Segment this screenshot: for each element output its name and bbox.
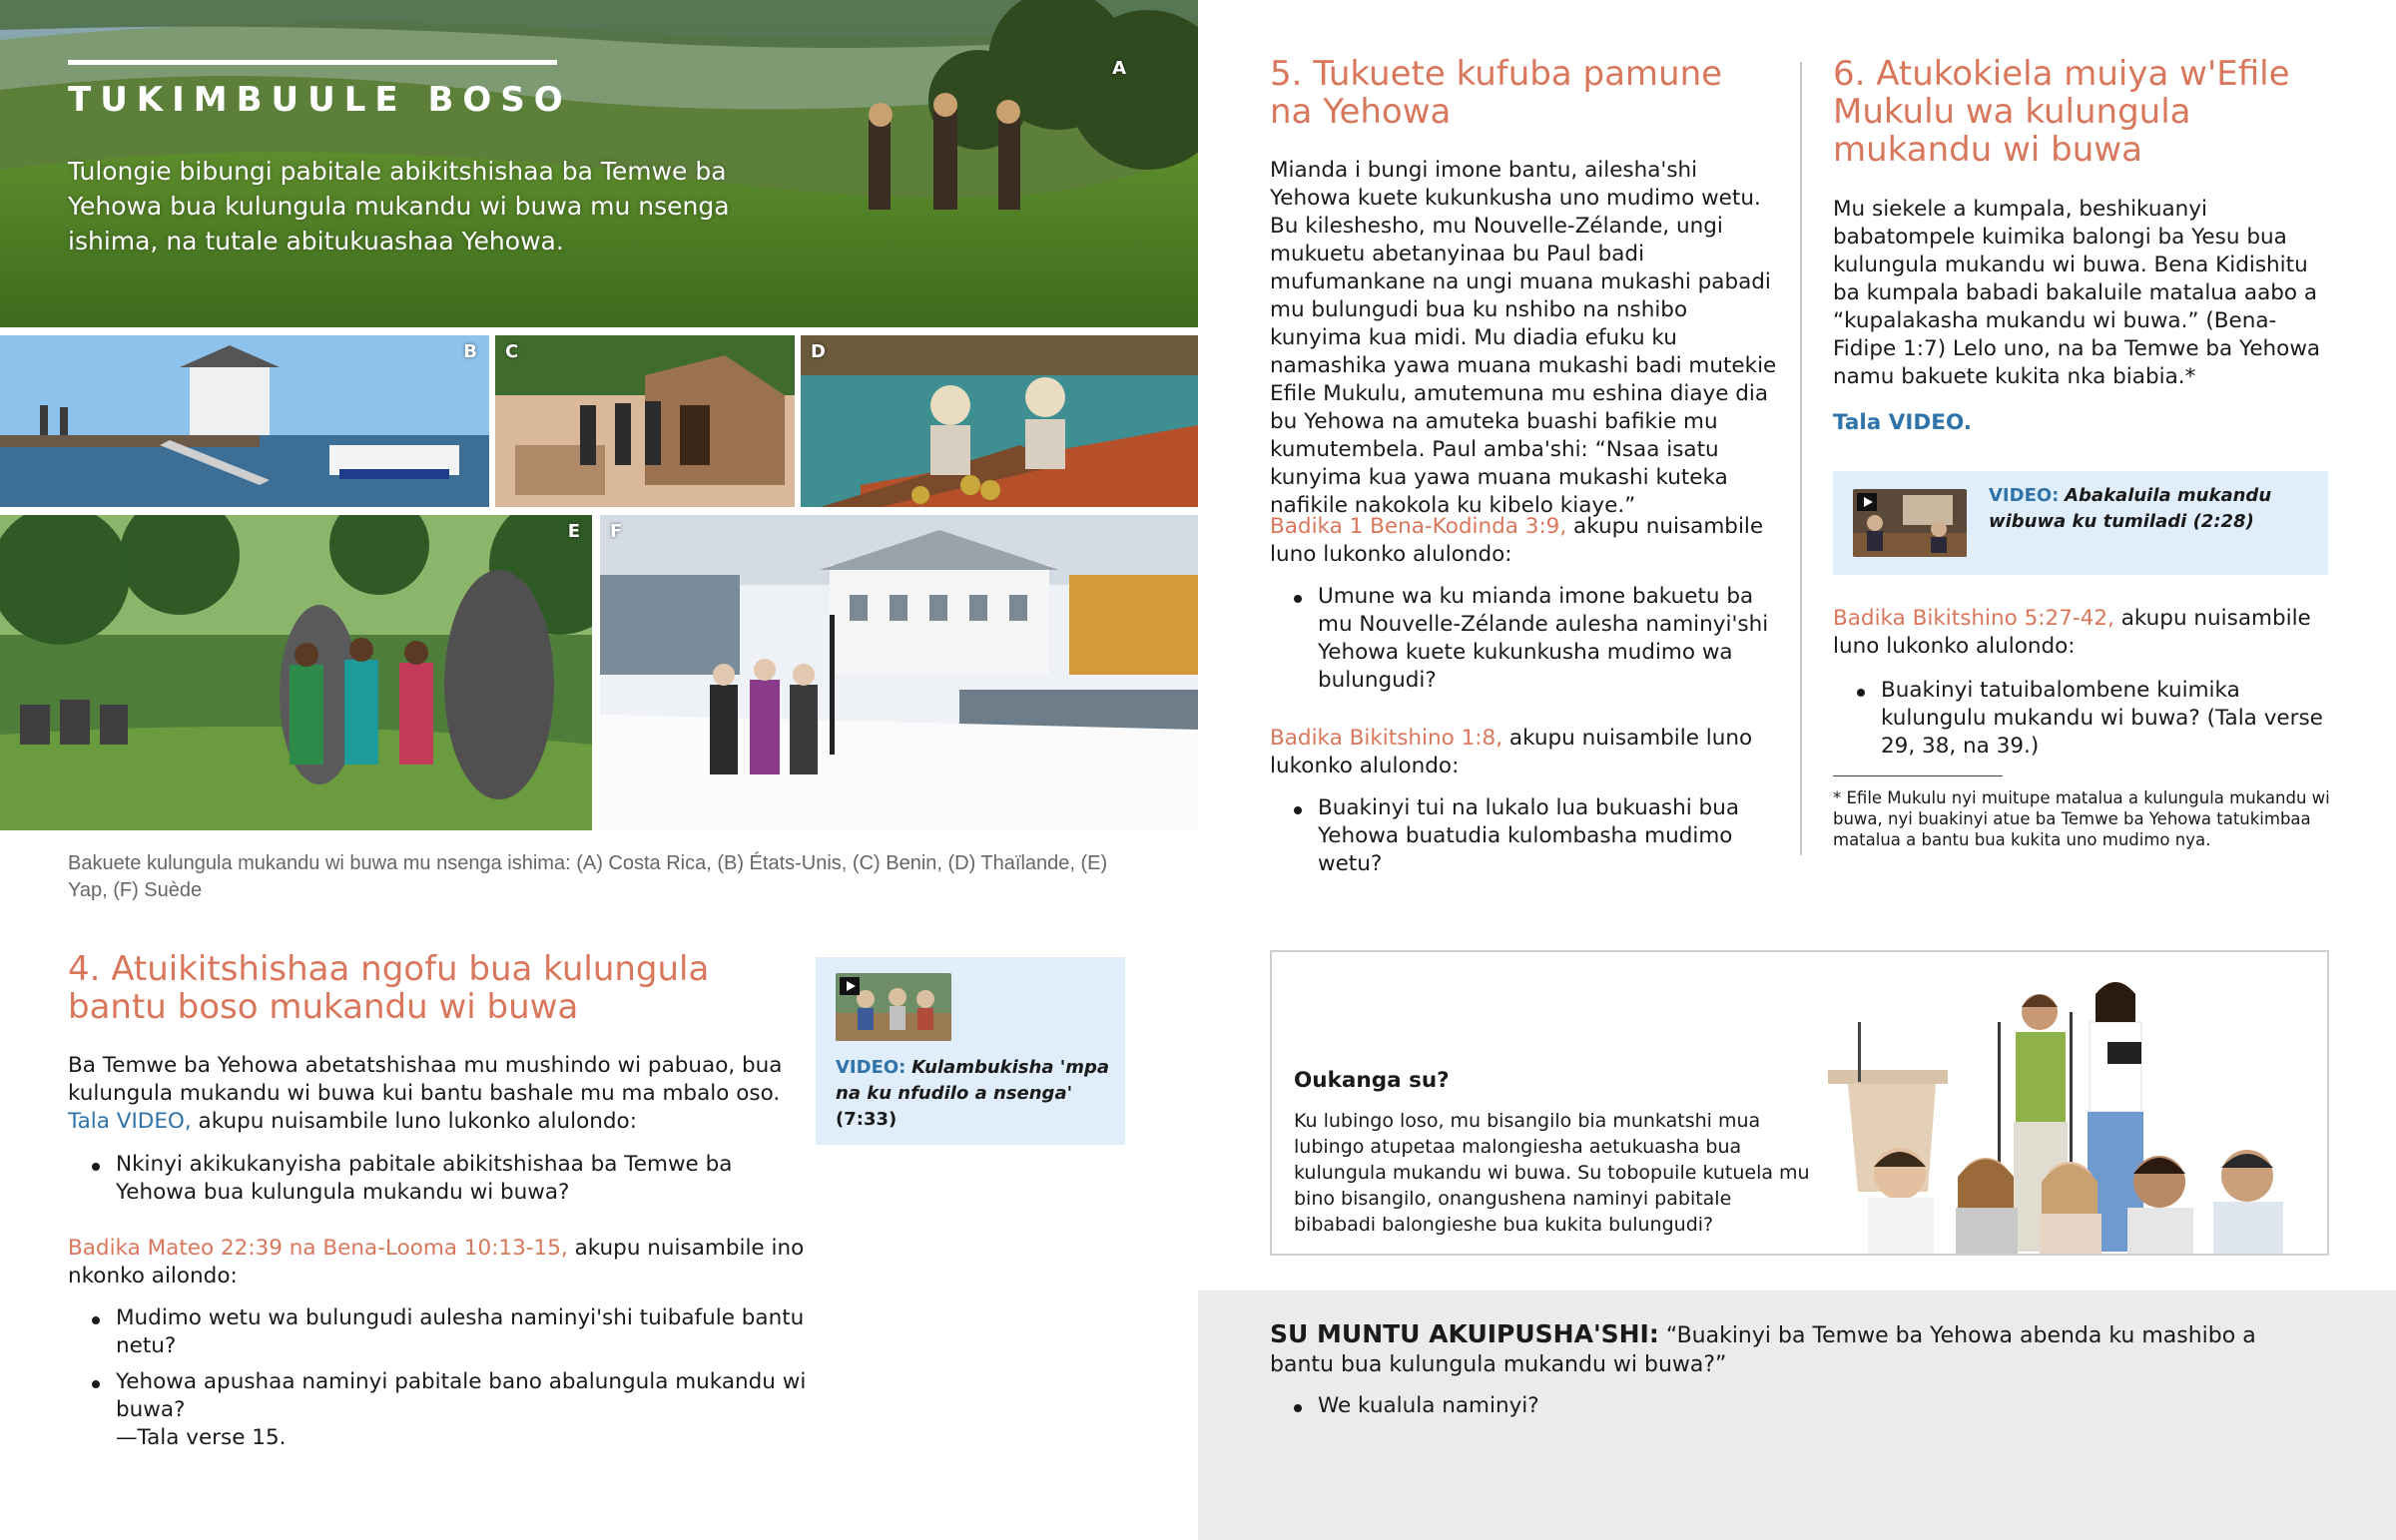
oukanga-box: [1270, 950, 2329, 1256]
scripture-reference[interactable]: Badika Bikitshino 5:27-42,: [1833, 606, 2114, 631]
bullet-icon: [1857, 689, 1865, 697]
section-4-text: Ba Temwe ba Yehowa abetatshishaa mu mushindo wi pabuao, bua kulungula mukandu wi buwa kui bantu bashale mu ma mbalo oso.: [68, 1053, 783, 1106]
section-4-text-tail: akupu nuisambile luno lukonko alulondo:: [198, 1109, 637, 1134]
video-label-section-4: VIDEO: Kulambukisha 'mpa na ku nfudilo a nsenga' (7:33): [836, 1057, 1110, 1130]
photo-letter-b: B: [463, 341, 477, 362]
question-item: Buakinyi tatuibalombene kuimika kulungulu mukandu wi buwa? (Tala verse 29, 38, na 39.): [1833, 677, 2332, 761]
section-5-reading-1: Badika 1 Bena-Kodinda 3:9, akupu nuisambile luno lukonko alulondo:: [1270, 514, 1764, 567]
scripture-reference[interactable]: Badika Mateo 22:39 na Bena-Looma 10:13-15,: [68, 1236, 568, 1261]
photo-caption: Bakuete kulungula mukandu wi buwa mu nsenga ishima: (A) Costa Rica, (B) États-Unis, (C) Benin, (D) Thaïlande, (E) Yap, (F) Suède: [68, 852, 1108, 901]
section-6-video-link[interactable]: Tala VIDEO.: [1833, 410, 1972, 435]
video-label-section-6: VIDEO: Abakaluila mukandu wibuwa ku tumiladi (2:28): [1989, 485, 2272, 532]
section-6-title: 6. Atukokiela muiya w'Efile Mukulu wa kulungula mukandu wi buwa: [1833, 54, 2290, 170]
section-6-questions: [1833, 677, 2332, 769]
photo-letter-e: E: [567, 521, 580, 542]
oukanga-text: Ku lubingo loso, mu bisangilo bia munkatshi mua lubingo atupetaa malongiesha aetukuasha bua kulungula mukandu wi buwa. Su tobopuile kutuela mu bino bisangilo, onangushena naminyi pabitale bibabadi balongieshe bua kukita bulungudi?: [1294, 1110, 1810, 1236]
section-5-title: 5. Tukuete kufuba pamune na Yehowa: [1270, 54, 1723, 132]
column-divider: [1800, 62, 1802, 855]
section-5-questions-a: [1270, 583, 1769, 703]
video-duration: (7:33): [836, 1109, 898, 1130]
section-4-video-link[interactable]: Tala VIDEO,: [68, 1109, 192, 1134]
video-box-section-6[interactable]: [1833, 471, 2328, 575]
hero-intro: Tulongie bibungi pabitale abikitshishaa ba Temwe ba Yehowa bua kulungula mukandu wi buwa mu nsenga ishima, na tutale abitukuashaa Yehowa.: [68, 157, 730, 256]
scripture-reference[interactable]: Badika 1 Bena-Kodinda 3:9,: [1270, 514, 1567, 539]
scripture-reference[interactable]: Badika Bikitshino 1:8,: [1270, 726, 1503, 751]
hero-title: TUKIMBUULE BOSO: [68, 80, 572, 120]
section-5-paragraph: Mianda i bungi imone bantu, ailesha'shi Yehowa kuete kukunkusha uno mudimo wetu. Bu kileshesho, mu Nouvelle-Zélande, ungi mukuetu abetanyinaa bu Paul badi mufumankane na ungi muana mukashi pabadi mu bulungudi bua ku nshibo na nshibo kunyima kua midi. Mu diadia efuku ku namashika yawa muana mukashi badi mutekie Efile Mukulu, amutemuna mu eshina diaye dia bu Yehowa na amuteka buashi bafikie mu kumutembela. Paul amba'shi: “Nsaa isatu kunyima kua yawa muana mukashi kuteka nafikile nakokola ku kibelo kiaye.”: [1270, 158, 1777, 518]
photo-letter-f: F: [610, 521, 623, 542]
question-item: We kualula naminyi?: [1270, 1392, 2069, 1420]
photo-letter-c: C: [505, 341, 519, 362]
video-thumbnail[interactable]: [1853, 489, 1967, 557]
section-4-paragraph: [68, 1052, 787, 1136]
play-icon[interactable]: [840, 977, 860, 995]
footer-question: [1270, 1319, 2318, 1379]
bullet-icon: [92, 1316, 100, 1324]
hero-rule: [68, 60, 557, 65]
question-item: Buakinyi tui na lukalo lua bukuashi bua Yehowa buatudia kulombasha mudimo wetu?: [1270, 794, 1769, 878]
bullet-icon: [92, 1163, 100, 1171]
oukanga-title: Oukanga su?: [1294, 1068, 1450, 1093]
section-4-questions-b: [68, 1304, 867, 1452]
video-title: Abakaluila mukandu wibuwa ku tumiladi (2:28): [1989, 485, 2272, 532]
section-4-title: 4. Atuikitshishaa ngofu bua kulungula bantu boso mukandu wi buwa: [68, 949, 710, 1027]
section-5-questions-b: [1270, 794, 1769, 886]
bullet-icon: [92, 1380, 100, 1388]
section-4-questions-a: [68, 1151, 807, 1215]
photo-benin: [495, 335, 795, 507]
photo-suede: [600, 515, 1198, 830]
section-6-reading: Badika Bikitshino 5:27-42, akupu nuisambile luno lukonko alulondo:: [1833, 606, 2311, 659]
footer-heading: SU MUNTU AKUIPUSHA'SHI:: [1270, 1319, 1659, 1348]
section-6-paragraph: Mu siekele a kumpala, beshikuanyi babatompele kuimika balongi ba Yesu bua kulungula mukandu wi buwa. Bena Kidishitu ba kumpala babadi bakaluile matalua aabo a “kupalakasha mukandu wi buwa.” (Bena-Fidipe 1:7) Lelo uno, na ba Temwe ba Yehowa namu bakuete kukita nka biabia.*: [1833, 197, 2321, 389]
footnote-rule: [1833, 775, 2003, 776]
photo-etats-unis: [0, 335, 489, 507]
footer-answer-list: [1270, 1392, 2069, 1428]
bullet-icon: [1294, 806, 1302, 814]
section-5-reading-2: Badika Bikitshino 1:8, akupu nuisambile luno lukonko alulondo:: [1270, 726, 1753, 778]
play-icon[interactable]: [1857, 493, 1877, 511]
bullet-icon: [1294, 1404, 1302, 1412]
footnote: * Efile Mukulu nyi muitupe matalua a kulungula mukandu wi buwa, nyi buakinyi atue ba Temwe ba Yehowa tatukimbaa matalua a bantu bua kukita uno mudimo nya.: [1833, 788, 2330, 849]
photo-thailande: [801, 335, 1198, 507]
bullet-icon: [1294, 595, 1302, 603]
meeting-illustration: [1808, 952, 2327, 1254]
question-item: Yehowa apushaa naminyi pabitale bano abalungula mukandu wi buwa? —Tala verse 15.: [68, 1368, 867, 1452]
section-4-reading: Badika Mateo 22:39 na Bena-Looma 10:13-15, akupu nuisambile ino nkonko ailondo:: [68, 1236, 805, 1288]
photo-yap: [0, 515, 592, 830]
footer-question-text: “Buakinyi ba Temwe ba Yehowa abenda ku mashibo a bantu bua kulungula mukandu wi buwa?”: [1270, 1323, 2256, 1377]
question-item: Mudimo wetu wa bulungudi aulesha naminyi'shi tuibafule bantu netu?: [68, 1304, 867, 1360]
photo-letter-a: A: [1112, 58, 1126, 79]
photo-letter-d: D: [811, 341, 826, 362]
video-thumbnail[interactable]: [836, 973, 951, 1041]
video-title: Kulambukisha 'mpa na ku nfudilo a nsenga': [836, 1057, 1110, 1104]
video-box-section-4[interactable]: [816, 957, 1125, 1145]
question-item: Nkinyi akikukanyisha pabitale abikitshishaa ba Temwe ba Yehowa bua kulungula mukandu wi buwa?: [68, 1151, 807, 1207]
question-item: Umune wa ku mianda imone bakuetu ba mu Nouvelle-Zélande aulesha naminyi'shi Yehowa kuete kukunkusha mudimo wa bulungudi?: [1270, 583, 1769, 695]
